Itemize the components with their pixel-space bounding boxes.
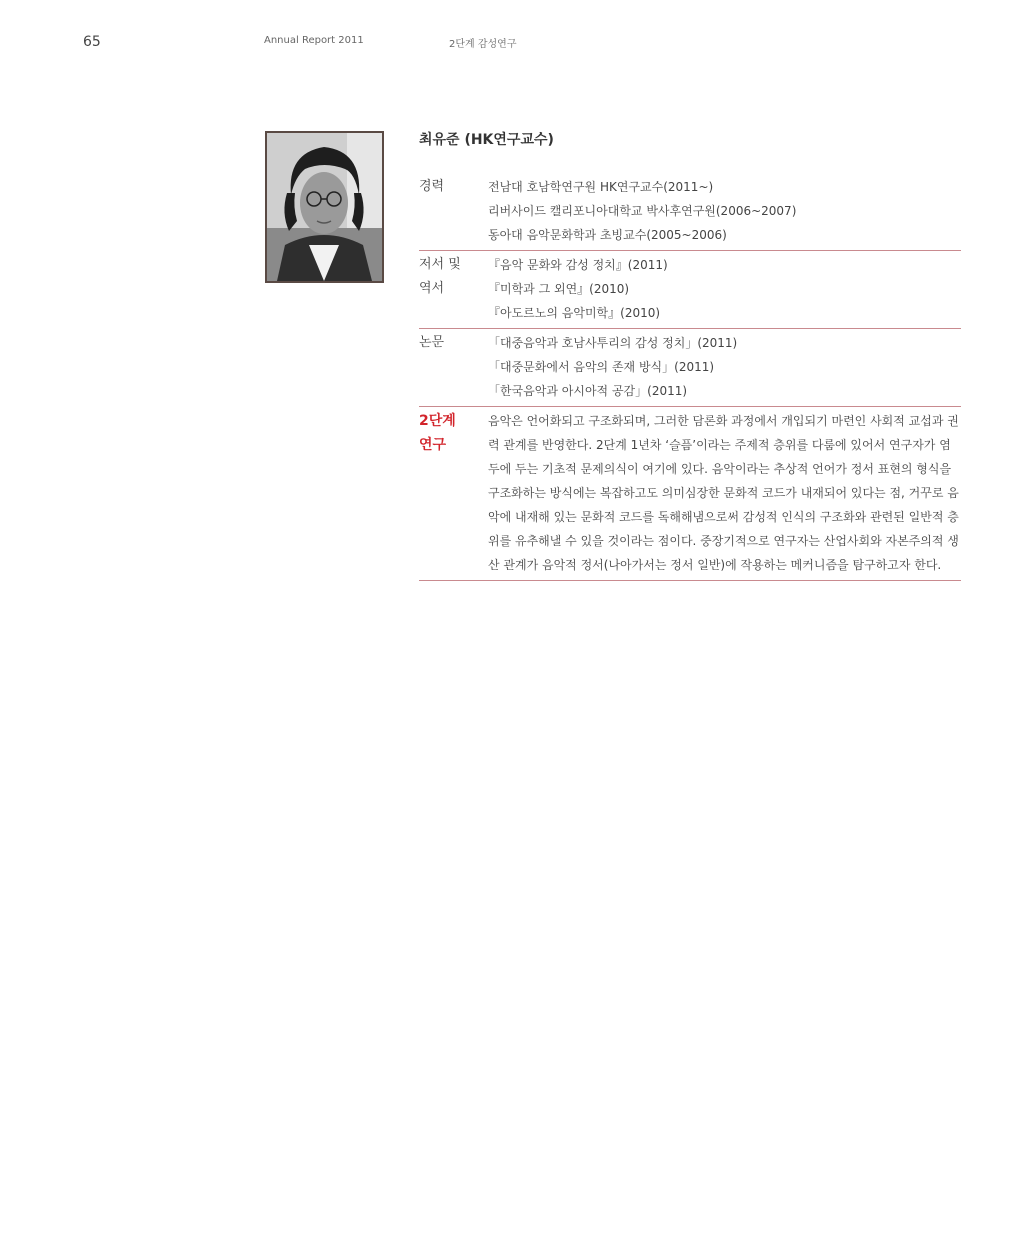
career-list [488,175,961,247]
books-label-line1: 저서 및 [419,257,461,272]
list-item: 전남대 호남학연구원 HK연구교수(2011~) [488,180,714,194]
research-label-line2: 연구 [419,437,447,453]
list-item: 『미학과 그 외연』(2010) [488,282,630,296]
report-title: Annual Report 2011 [264,35,364,46]
paragraph-line: 력 관계를 반영한다. 2단계 1년차 ‘슬픔’이라는 주제적 층위를 다룸에 있어서 연구자가 염 [488,438,951,452]
research-section [419,406,961,581]
list-item: 「대중음악과 호남사투리의 감성 정치」(2011) [488,336,738,350]
papers-list [488,331,961,403]
section-title: 2단계 감성연구 [449,39,517,50]
list-item: 『음악 문화와 감성 정치』(2011) [488,258,668,272]
paragraph-line: 위를 유추해낼 수 있을 것이라는 점이다. 중장기적으로 연구자는 산업사회와 자본주의적 생 [488,534,959,548]
books-section [419,250,961,328]
list-item: 리버사이드 캘리포니아대학교 박사후연구원(2006~2007) [488,204,797,218]
portrait-photo [265,131,384,283]
list-item: 『아도르노의 음악미학』(2010) [488,306,661,320]
profile-table [419,175,961,581]
page-number: 65 [83,34,101,50]
research-label-line1: 2단계 [419,413,456,429]
career-section [419,175,961,250]
paragraph-line: 악에 내재해 있는 문화적 코드를 독해해냄으로써 감성적 인식의 구조화와 관련된 일반적 층 [488,510,959,524]
profile-name: 최유준 (HK연구교수) [419,132,554,148]
books-label-line2: 역서 [419,281,445,296]
career-label: 경력 [419,179,445,194]
papers-label: 논문 [419,335,445,350]
books-label [419,253,488,325]
papers-section [419,328,961,406]
list-item: 「한국음악과 아시아적 공감」(2011) [488,384,688,398]
paragraph-line: 두에 두는 기초적 문제의식이 여기에 있다. 음악이라는 추상적 언어가 정서 표현의 형식을 [488,462,952,476]
research-label [419,409,488,577]
research-paragraph [488,409,961,577]
paragraph-line: 산 관계가 음악적 정서(나아가서는 정서 일반)에 작용하는 메커니즘을 탐구하고자 한다. [488,558,942,572]
books-list [488,253,961,325]
list-item: 동아대 음악문화학과 초빙교수(2005~2006) [488,228,727,242]
paragraph-line: 음악은 언어화되고 구조화되며, 그러한 담론화 과정에서 개입되기 마련인 사회적 교섭과 권 [488,414,959,428]
paragraph-line: 구조화하는 방식에는 복잡하고도 의미심장한 문화적 코드가 내재되어 있다는 점, 거꾸로 음 [488,486,959,500]
list-item: 「대중문화에서 음악의 존재 방식」(2011) [488,360,715,374]
